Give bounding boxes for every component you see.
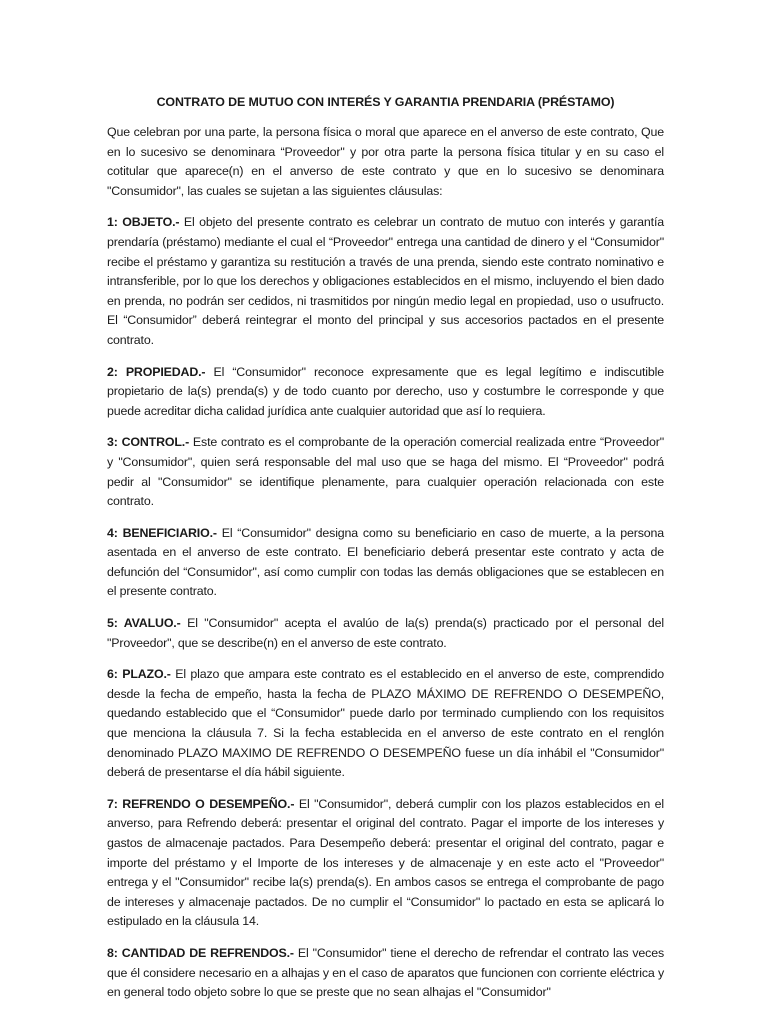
clause-text: El "Consumidor" acepta el avalúo de la(s) prenda(s) practicado por el personal del "Proveedor", que se describe(n) en el anverso de este contrato. [107,616,664,650]
clause-text: Este contrato es el comprobante de la operación comercial realizada entre “Proveedor" y "Consumidor", quien será responsable del mal uso que se haga del mismo. El “Proveedor" podrá pedir al "Consumidor" se identifique plenamente, para cualquier operación relacionada con este contrato. [107,435,664,509]
clause-text: El “Consumidor" designa como su beneficiario en caso de muerte, a la persona asentada en el anverso de este contrato. El beneficiario deberá presentar este contrato y acta de defunción del “Consumidor", así como cumplir con todas las demás obligaciones que se establecen en el presente contrato. [107,525,664,599]
clause-2-propiedad [107,363,664,422]
clause-text: El plazo que ampara este contrato es el establecido en el anverso de este, comprendido desde la fecha de empeño, hasta la fecha de PLAZO MÁXIMO DE REFRENDO O DESEMPEÑO, quedando establecido que el “Consumidor" puede darlo por terminado cumpliendo con los requisitos que menciona la cláusula 7. Si la fecha establecida en el anverso de este contrato en el renglón denominado PLAZO MAXIMO DE REFRENDO O DESEMPEÑO fuese un día inhábil el "Consumidor" deberá de presentarse el día hábil siguiente. [107,667,664,780]
intro-paragraph: Que celebran por una parte, la persona física o moral que aparece en el anverso de este contrato, Que en lo sucesivo se denominara “Proveedor" y por otra parte la persona física titular y en su caso el cotitular que aparece(n) en el anverso de este contrato y que en lo sucesivo se denominara "Consumidor", las cuales se sujetan a las siguientes cláusulas: [107,125,664,198]
clause-5-avaluo [107,614,664,653]
document-page [107,94,664,1015]
document-title: CONTRATO DE MUTUO CON INTERÉS Y GARANTIA PRENDARIA (PRÉSTAMO) [156,95,615,109]
clause-heading: 5: AVALUO.- [107,616,181,631]
clause-heading: 3: CONTROL.- [107,435,190,450]
clause-heading: 6: PLAZO.- [107,667,171,682]
clause-heading: 7: REFRENDO O DESEMPEÑO.- [107,796,295,811]
clause-3-control [107,433,664,511]
clause-7-refrendo-desempeno [107,795,664,932]
clause-heading: 1: OBJETO.- [107,215,180,230]
clause-1-objeto [107,213,664,350]
clause-4-beneficiario [107,524,664,602]
clause-text: El objeto del presente contrato es celebrar un contrato de mutuo con interés y garantía prendaría (préstamo) mediante el cual el “Proveedor" entrega una cantidad de dinero y el “Consumidor" recibe el préstamo y garantiza su restitución a través de una prenda, siendo este contrato nominativo e intransferible, por lo que los derechos y obligaciones establecidos en el mismo, incluyendo el bien dado en prenda, no podrán ser cedidos, ni trasmitidos por ningún medio legal en propiedad, uso o usufructo. El “Consumidor” deberá reintegrar el monto del principal y sus accesorios pactados en el presente contrato. [107,215,664,347]
clause-text: El “Consumidor" reconoce expresamente que es legal legítimo e indiscutible propietario de la(s) prenda(s) y de todo cuanto por derecho, uso y costumbre le corresponde y que puede acreditar dicha calidad jurídica ante cualquier autoridad que así lo requiera. [107,364,664,418]
clause-heading: 8: CANTIDAD DE REFRENDOS.- [107,945,294,960]
clause-heading: 2: PROPIEDAD.- [107,364,206,379]
clause-text: El "Consumidor", deberá cumplir con los plazos establecidos en el anverso, para Refrendo deberá: presentar el original del contrato. Pagar el importe de los intereses y gastos de almacenaje pactados. Para Desempeño deberá: presentar el original del contrato, pagar e importe del préstamo y el Importe de los intereses y de almacenaje y en este acto el "Proveedor" entrega y el "Consumidor" recibe la(s) prenda(s). En ambos casos se entrega el comprobante de pago de intereses y almacenaje pactados. De no cumplir el “Consumidor" lo pactado en esta se aplicará lo estipulado en la cláusula 14. [107,796,664,929]
clause-text: El "Consumidor" tiene el derecho de refrendar el contrato las veces que él considere necesario en a alhajas y en el caso de aparatos que funcionen con corriente eléctrica y en general todo objeto sobre lo que se preste que no sean alhajas el "Consumidor" [107,945,664,1000]
clause-6-plazo [107,665,664,783]
clause-heading: 4: BENEFICIARIO.- [107,525,217,540]
